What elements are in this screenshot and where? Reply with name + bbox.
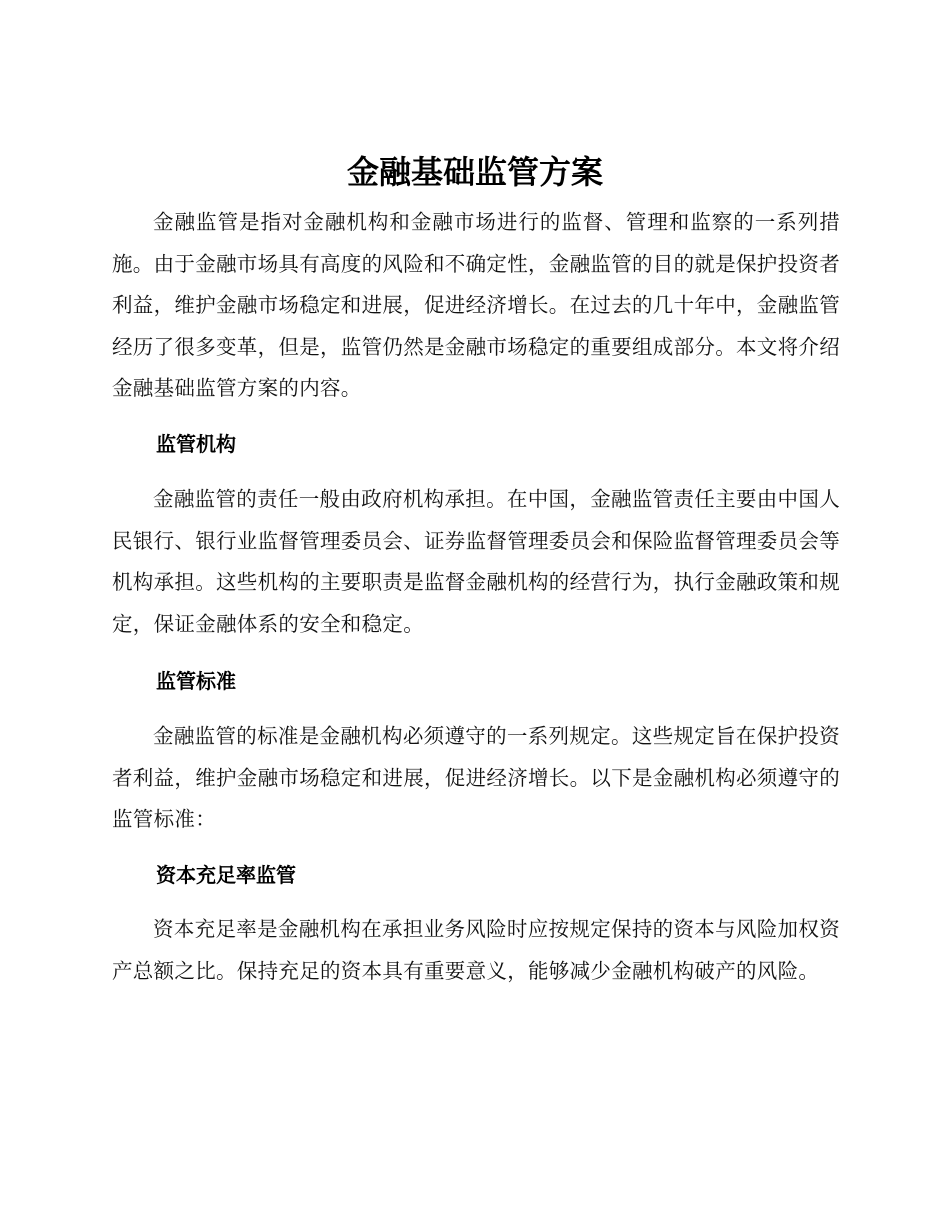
- section-heading-regulators: 监管机构: [156, 432, 236, 456]
- document-title: 金融基础监管方案: [346, 153, 603, 191]
- section-paragraph-capital-adequacy: 资本充足率是金融机构在承担业务风险时应按规定保持的资本与风险加权资产总额之比。保持充足的资本具有重要意义，能够减少金融机构破产的风险。: [112, 917, 840, 983]
- intro-paragraph: 金融监管是指对金融机构和金融市场进行的监督、管理和监察的一系列措施。由于金融市场具有高度的风险和不确定性，金融监管的目的就是保护投资者利益，维护金融市场稳定和进展，促进经济增长。在过去的几十年中，金融监管经历了很多变革，但是，监管仍然是金融市场稳定的重要组成部分。本文将介绍金融基础监管方案的内容。: [112, 210, 840, 400]
- section-heading-capital-adequacy: 资本充足率监管: [156, 863, 296, 887]
- section-paragraph-standards: 金融监管的标准是金融机构必须遵守的一系列规定。这些规定旨在保护投资者利益，维护金融市场稳定和进展，促进经济增长。以下是金融机构必须遵守的监管标准：: [112, 724, 840, 831]
- section-heading-standards: 监管标准: [156, 669, 236, 693]
- section-paragraph-regulators: 金融监管的责任一般由政府机构承担。在中国，金融监管责任主要由中国人民银行、银行业监督管理委员会、证券监督管理委员会和保险监督管理委员会等机构承担。这些机构的主要职责是监督金融机构的经营行为，执行金融政策和规定，保证金融体系的安全和稳定。: [112, 487, 840, 636]
